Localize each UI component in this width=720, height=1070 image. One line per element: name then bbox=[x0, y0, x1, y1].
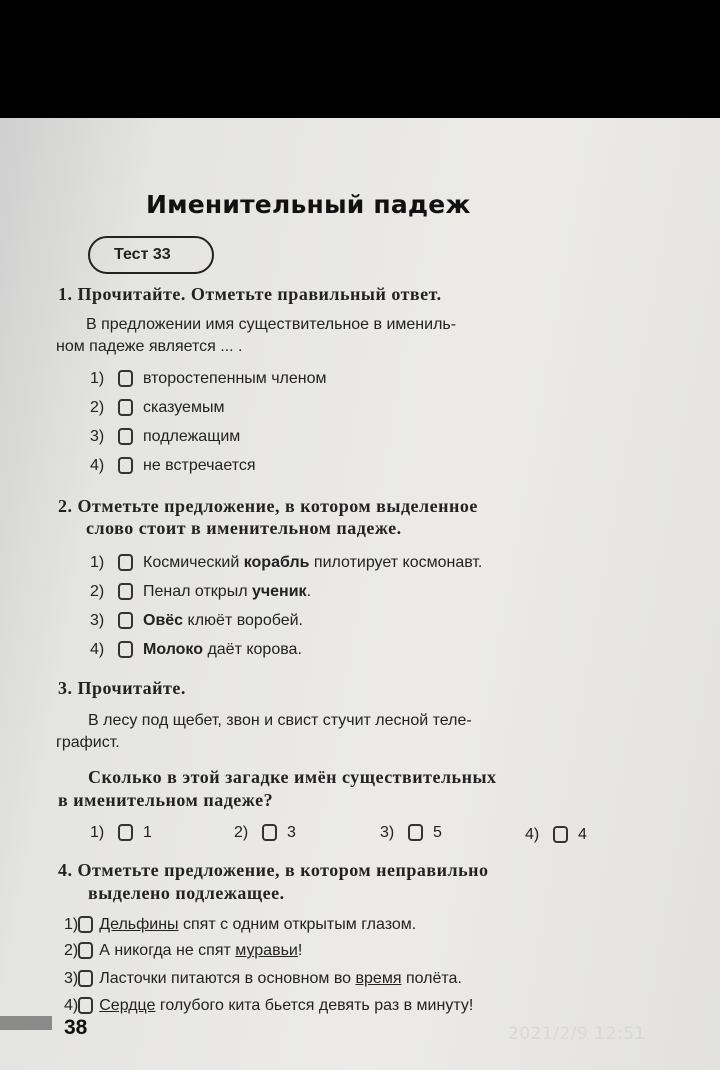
option-number: 1) bbox=[90, 824, 105, 841]
question-4-option-4[interactable] bbox=[64, 995, 473, 1017]
option-text-post: ! bbox=[297, 942, 303, 959]
option-number: 1) bbox=[90, 554, 105, 571]
answer-checkbox[interactable] bbox=[408, 824, 423, 841]
answer-checkbox[interactable] bbox=[553, 826, 568, 843]
option-number: 3) bbox=[64, 970, 79, 987]
question-1-heading: 1. Прочитайте. Отметьте правильный ответ. bbox=[58, 284, 442, 304]
option-text: 4 bbox=[578, 826, 587, 843]
option-text-bold: Овёс bbox=[143, 612, 184, 629]
question-3-option-1[interactable] bbox=[90, 822, 152, 844]
option-text-post: . bbox=[306, 583, 312, 600]
option-text-post: полёта. bbox=[401, 970, 462, 987]
page-number: 38 bbox=[64, 1016, 88, 1039]
option-number: 3) bbox=[90, 612, 105, 629]
answer-checkbox[interactable] bbox=[262, 824, 277, 841]
question-1-text-line1: В предложении имя существительное в имениль- bbox=[86, 316, 457, 333]
question-2-option-1[interactable] bbox=[90, 552, 482, 574]
answer-checkbox[interactable] bbox=[78, 970, 93, 987]
option-text-post: спят с одним открытым глазом. bbox=[178, 916, 417, 933]
option-text-post: клюёт воробей. bbox=[183, 612, 303, 629]
option-number: 2) bbox=[234, 824, 249, 841]
answer-checkbox[interactable] bbox=[118, 554, 133, 571]
question-2-heading-line1: 2. Отметьте предложение, в котором выделенное bbox=[58, 496, 478, 516]
answer-checkbox[interactable] bbox=[78, 916, 93, 933]
option-number: 1) bbox=[90, 370, 105, 387]
option-number: 4) bbox=[525, 826, 540, 843]
workbook-page bbox=[0, 118, 720, 1070]
option-text-pre: Пенал открыл bbox=[143, 583, 252, 600]
answer-checkbox[interactable] bbox=[118, 428, 133, 445]
question-2-option-3[interactable] bbox=[90, 610, 303, 632]
riddle-line1: В лесу под щебет, звон и свист стучит лесной теле- bbox=[88, 712, 472, 729]
question-3-option-4[interactable] bbox=[525, 824, 587, 846]
option-number: 3) bbox=[90, 428, 105, 445]
option-number: 4) bbox=[64, 997, 79, 1014]
answer-checkbox[interactable] bbox=[118, 612, 133, 629]
test-label: Тест 33 bbox=[114, 246, 171, 263]
test-label-box bbox=[88, 236, 214, 274]
question-3-prompt-line2: в именительном падеже? bbox=[58, 790, 274, 810]
question-1-option-2[interactable] bbox=[90, 397, 224, 419]
option-text-pre: Космический bbox=[143, 554, 244, 571]
option-text-underlined: время bbox=[355, 970, 402, 987]
option-text: сказуемым bbox=[143, 399, 225, 416]
question-1-option-4[interactable] bbox=[90, 455, 256, 477]
question-1-option-3[interactable] bbox=[90, 426, 240, 448]
question-4-heading-line2: выделено подлежащее. bbox=[88, 883, 285, 903]
question-2-option-4[interactable] bbox=[90, 639, 302, 661]
question-4-option-3[interactable] bbox=[64, 968, 462, 990]
option-text-bold: ученик bbox=[251, 583, 307, 600]
answer-checkbox[interactable] bbox=[78, 997, 93, 1014]
option-text: не встречается bbox=[143, 457, 256, 474]
answer-checkbox[interactable] bbox=[118, 457, 133, 474]
answer-checkbox[interactable] bbox=[118, 641, 133, 658]
answer-checkbox[interactable] bbox=[118, 399, 133, 416]
answer-checkbox[interactable] bbox=[118, 370, 133, 387]
riddle-line2: графист. bbox=[56, 734, 120, 751]
answer-checkbox[interactable] bbox=[118, 824, 133, 841]
option-text: 3 bbox=[287, 824, 296, 841]
option-text-bold: корабль bbox=[243, 554, 310, 571]
option-number: 2) bbox=[90, 399, 105, 416]
question-1-option-1[interactable] bbox=[90, 368, 327, 390]
option-text: 1 bbox=[143, 824, 152, 841]
option-text-post: даёт корова. bbox=[203, 641, 302, 658]
question-2-option-2[interactable] bbox=[90, 581, 311, 603]
option-text-underlined: Сердце bbox=[99, 997, 156, 1014]
option-text: подлежащим bbox=[143, 428, 241, 445]
option-number: 1) bbox=[64, 916, 79, 933]
option-number: 4) bbox=[90, 457, 105, 474]
question-4-option-1[interactable] bbox=[64, 914, 416, 936]
answer-checkbox[interactable] bbox=[118, 583, 133, 600]
option-text-underlined: муравьи bbox=[235, 942, 298, 959]
question-1-text-line2: ном падеже является ... . bbox=[56, 338, 243, 355]
question-4-option-2[interactable] bbox=[64, 940, 302, 962]
option-text-bold: Молоко bbox=[143, 641, 203, 658]
answer-checkbox[interactable] bbox=[78, 942, 93, 959]
option-text-post: пилотирует космонавт. bbox=[309, 554, 483, 571]
question-4-heading-line1: 4. Отметьте предложение, в котором неправильно bbox=[58, 860, 489, 880]
question-3-option-3[interactable] bbox=[380, 822, 442, 844]
option-text-underlined: Дельфины bbox=[99, 916, 179, 933]
question-2-heading-line2: слово стоит в именительном падеже. bbox=[86, 518, 402, 538]
photo-timestamp: 2021/2/9 12:51 bbox=[508, 1024, 646, 1044]
option-text-post: голубого кита бьется девять раз в минуту! bbox=[155, 997, 474, 1014]
question-3-option-2[interactable] bbox=[234, 822, 296, 844]
option-number: 2) bbox=[64, 942, 79, 959]
option-text: второстепенным членом bbox=[143, 370, 327, 387]
option-number: 2) bbox=[90, 583, 105, 600]
question-3-heading: 3. Прочитайте. bbox=[58, 678, 186, 698]
option-number: 3) bbox=[380, 824, 395, 841]
option-text-pre: А никогда не спят bbox=[99, 942, 236, 959]
question-3-prompt-line1: Сколько в этой загадке имён существительных bbox=[88, 767, 497, 787]
option-number: 4) bbox=[90, 641, 105, 658]
page-edge-strip bbox=[0, 1016, 52, 1030]
page-title: Именительный падеж bbox=[146, 190, 471, 219]
option-text: 5 bbox=[433, 824, 442, 841]
option-text-pre: Ласточки питаются в основном во bbox=[99, 970, 356, 987]
